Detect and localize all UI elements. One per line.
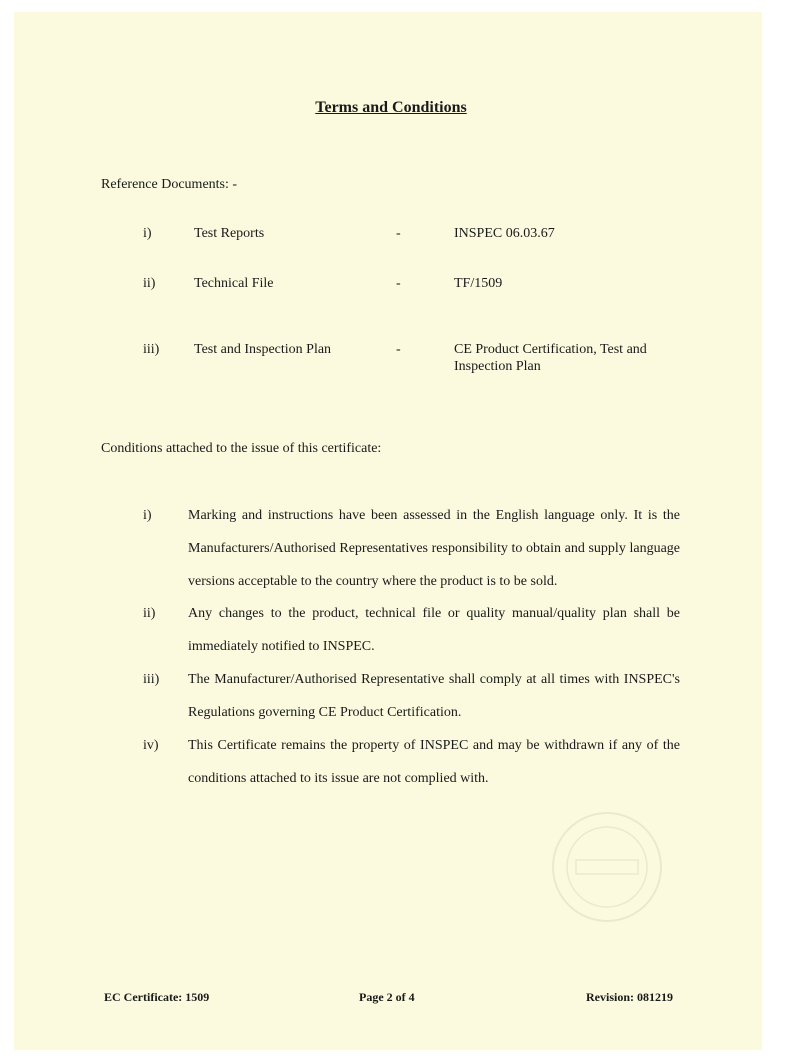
reference-heading: Reference Documents: - (101, 177, 238, 192)
condition-text: This Certificate remains the property of INSPEC and may be withdrawn if any of the conditions attached to its issue are not complied with. (188, 738, 680, 786)
condition-text: Marking and instructions have been assessed in the English language only. It is the Manufacturers/Authorised Representatives responsibility to obtain and supply language versions acceptable to the country where the product is to be sold. (188, 508, 680, 589)
condition-number: i) (143, 508, 152, 523)
footer-revision: Revision: 081219 (586, 990, 673, 1004)
footer-certificate: EC Certificate: 1509 (104, 990, 210, 1004)
reference-name: Technical File (194, 276, 274, 291)
page-title: Terms and Conditions (315, 99, 467, 116)
condition-text: The Manufacturer/Authorised Representative shall comply at all times with INSPEC's Regulations governing CE Product Certification. (188, 672, 680, 720)
reference-number: i) (143, 226, 152, 241)
footer-page-number: Page 2 of 4 (359, 990, 415, 1004)
reference-value: INSPEC 06.03.67 (454, 226, 555, 241)
condition-text: Any changes to the product, technical file or quality manual/quality plan shall be immediately notified to INSPEC. (188, 606, 680, 654)
embossed-seal-icon (548, 808, 666, 926)
reference-dash: - (396, 226, 401, 241)
condition-number: iv) (143, 738, 159, 753)
reference-dash: - (396, 342, 401, 357)
condition-number: iii) (143, 672, 160, 687)
conditions-heading: Conditions attached to the issue of this certificate: (101, 441, 382, 456)
reference-value: CE Product Certification, Test and Inspection Plan (454, 342, 647, 374)
reference-value: TF/1509 (454, 276, 503, 291)
reference-name: Test and Inspection Plan (194, 342, 332, 357)
condition-number: ii) (143, 606, 156, 621)
reference-number: iii) (143, 342, 160, 357)
reference-name: Test Reports (194, 226, 265, 241)
reference-dash: - (396, 276, 401, 291)
reference-number: ii) (143, 276, 156, 291)
